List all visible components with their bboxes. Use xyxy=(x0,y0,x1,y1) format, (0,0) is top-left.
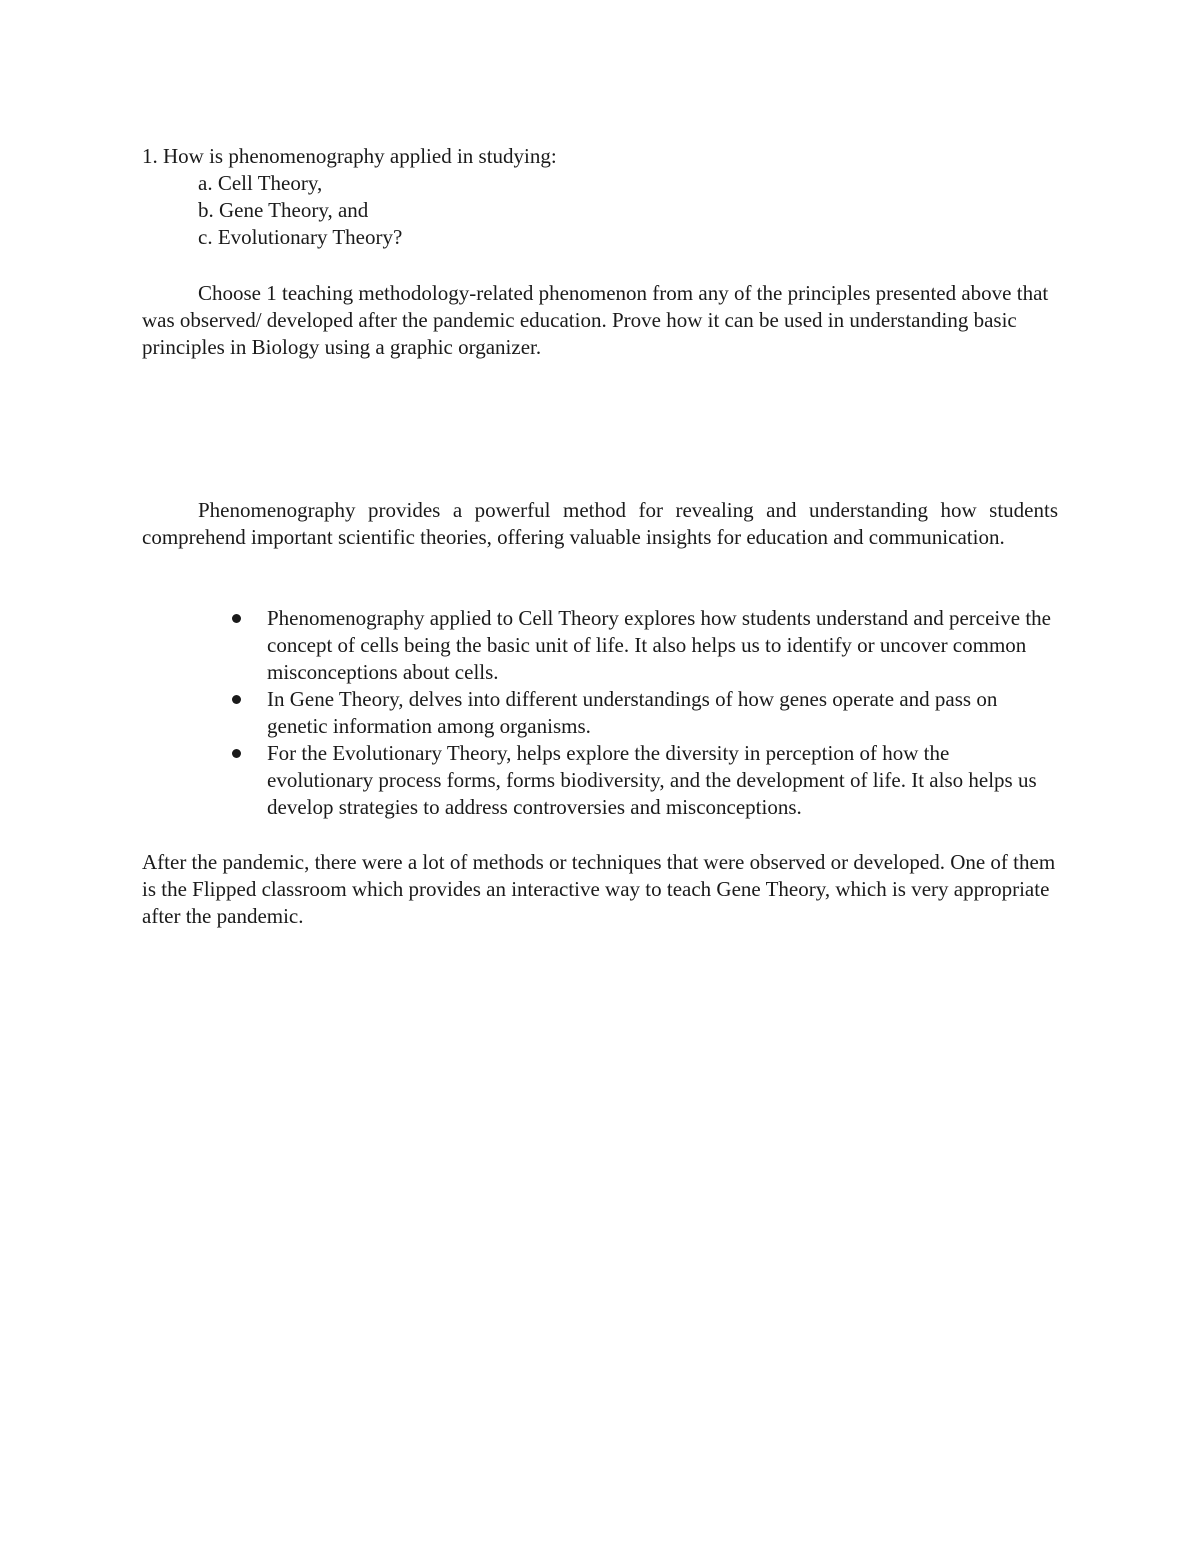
bullet-icon xyxy=(232,614,241,623)
bullet-icon xyxy=(232,695,241,704)
bullet-text-evolutionary-theory: For the Evolutionary Theory, helps explore the diversity in perception of how the evolutionary process forms, forms biodiversity, and the development of life. It also helps us develop strategies to address controversies and misconceptions. xyxy=(267,741,1037,819)
list-item xyxy=(267,740,1058,821)
bullet-icon xyxy=(232,749,241,758)
answer-intro-paragraph: Phenomenography provides a powerful method for revealing and understanding how students comprehend important scientific theories, offering valuable insights for education and communication. xyxy=(142,498,1058,549)
answer-bullet-list xyxy=(267,605,1058,821)
list-item xyxy=(267,686,1058,740)
question-stem: 1. How is phenomenography applied in studying: xyxy=(142,144,557,168)
instruction-paragraph: Choose 1 teaching methodology-related phenomenon from any of the principles presented above that was observed/ developed after the pandemic education. Prove how it can be used in understanding basic principles in Biology using a graphic organizer. xyxy=(142,281,1049,359)
question-option-c: c. Evolutionary Theory? xyxy=(198,225,403,249)
conclusion-paragraph: After the pandemic, there were a lot of methods or techniques that were observed or developed. One of them is the Flipped classroom which provides an interactive way to teach Gene Theory, which is very appropriate after the pandemic. xyxy=(142,850,1056,928)
bullet-text-gene-theory: In Gene Theory, delves into different understandings of how genes operate and pass on genetic information among organisms. xyxy=(267,687,998,738)
question-option-a: a. Cell Theory, xyxy=(198,171,323,195)
list-item xyxy=(267,605,1058,686)
question-block xyxy=(142,143,1058,251)
question-option-b: b. Gene Theory, and xyxy=(198,198,369,222)
bullet-text-cell-theory: Phenomenography applied to Cell Theory explores how students understand and perceive the concept of cells being the basic unit of life. It also helps us to identify or uncover common misconceptions about cells. xyxy=(267,606,1051,684)
